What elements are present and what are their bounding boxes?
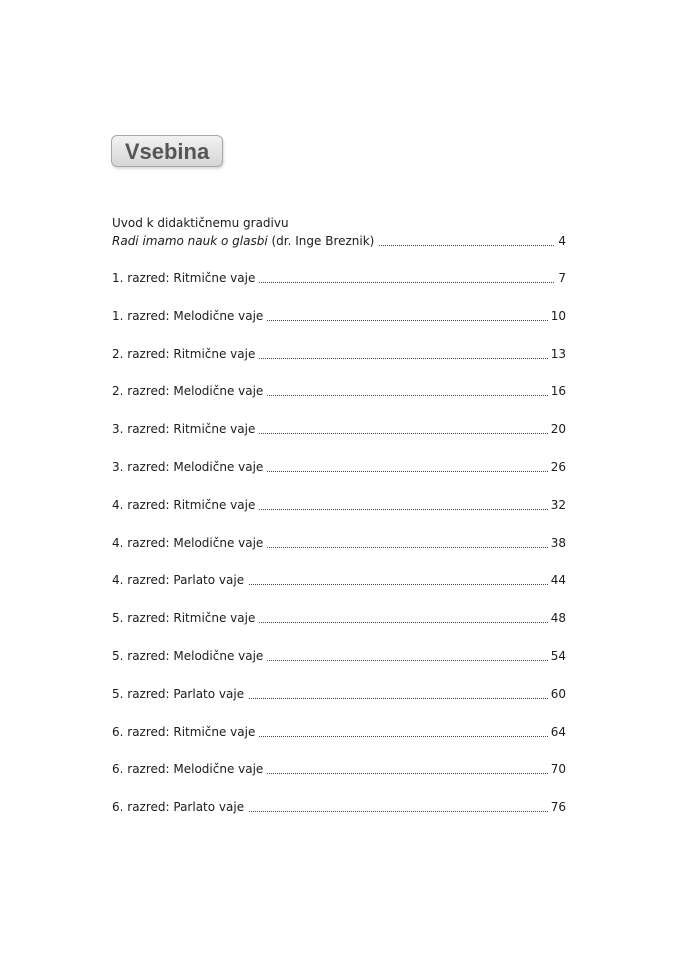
toc-entry-label: 6. razred: Melodične vaje	[112, 761, 267, 777]
toc-entry[interactable]	[112, 497, 566, 513]
toc-entry-label: 2. razred: Ritmične vaje	[112, 346, 259, 362]
toc-entry-label: 3. razred: Ritmične vaje	[112, 421, 259, 437]
toc-entry[interactable]	[112, 761, 566, 777]
intro-title: Radi imamo nauk o glasbi	[112, 234, 268, 248]
toc-entry-label: 2. razred: Melodične vaje	[112, 383, 267, 399]
page-number: 76	[548, 799, 566, 815]
page-number: 32	[548, 497, 566, 513]
toc-entry[interactable]	[112, 648, 566, 664]
page-title: Vsebina	[124, 139, 210, 164]
intro-author: (dr. Inge Breznik)	[267, 234, 375, 248]
toc-entry-label: 4. razred: Parlato vaje	[112, 572, 248, 588]
page-number: 7	[555, 270, 566, 286]
toc-entry-label: 5. razred: Parlato vaje	[112, 686, 248, 702]
toc-entry-label: 6. razred: Parlato vaje	[112, 799, 248, 815]
toc-entry[interactable]	[112, 383, 566, 399]
toc-entry-label: 4. razred: Ritmične vaje	[112, 497, 259, 513]
toc-intro-entry[interactable]	[112, 233, 566, 249]
toc-entry[interactable]	[112, 459, 566, 475]
page-number: 44	[548, 572, 566, 588]
toc-entry[interactable]	[112, 270, 566, 286]
toc-entry[interactable]	[112, 799, 566, 815]
intro-heading: Uvod k didaktičnemu gradivu	[112, 216, 289, 230]
toc-entry[interactable]	[112, 421, 566, 437]
toc-entry[interactable]	[112, 346, 566, 362]
toc-entry[interactable]	[112, 686, 566, 702]
page-number: 38	[548, 535, 566, 551]
page-number: 13	[548, 346, 566, 362]
toc-entry[interactable]	[112, 572, 566, 588]
toc-entry[interactable]	[112, 610, 566, 626]
toc-entry[interactable]	[112, 308, 566, 324]
page-number: 16	[548, 383, 566, 399]
page-number: 70	[548, 761, 566, 777]
page-number: 48	[548, 610, 566, 626]
toc-entry-label: 5. razred: Ritmične vaje	[112, 610, 259, 626]
toc-entry-label: 6. razred: Ritmične vaje	[112, 724, 259, 740]
toc-entry[interactable]	[112, 535, 566, 551]
page-number: 4	[555, 233, 566, 249]
toc-entry-label: 1. razred: Ritmične vaje	[112, 270, 259, 286]
page-number: 54	[548, 648, 566, 664]
toc-entry-label: 4. razred: Melodične vaje	[112, 535, 267, 551]
page-number: 20	[548, 421, 566, 437]
page-number: 10	[548, 308, 566, 324]
page-number: 26	[548, 459, 566, 475]
title-badge	[111, 135, 223, 167]
page-number: 64	[548, 724, 566, 740]
toc-entry[interactable]	[112, 724, 566, 740]
page-number: 60	[548, 686, 566, 702]
toc-entry-label: 5. razred: Melodične vaje	[112, 648, 267, 664]
toc-entry-label: 3. razred: Melodične vaje	[112, 459, 267, 475]
toc-entry-label: 1. razred: Melodične vaje	[112, 308, 267, 324]
